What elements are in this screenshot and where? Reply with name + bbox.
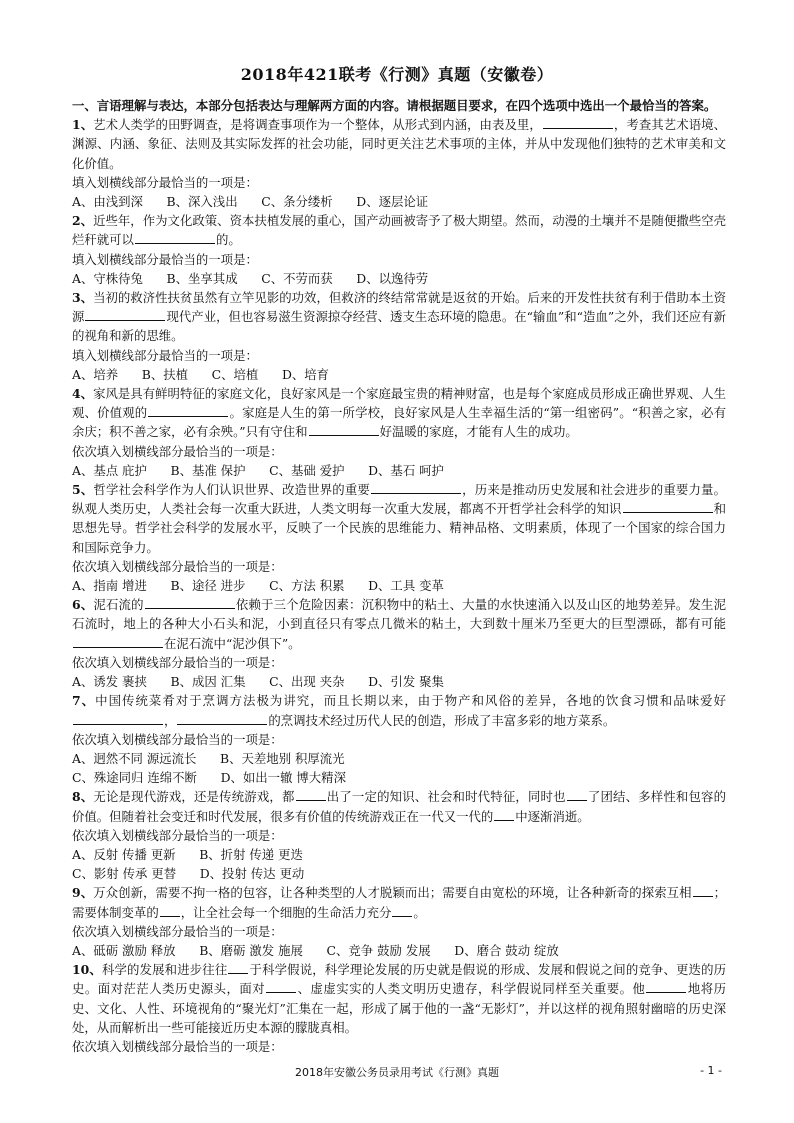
stem-text: 依赖于三个危险因素：沉积物中的粘土、大量的水快速涌入以及山区的地势差异。发生泥石流时，地上的各种大小石头和泥，小到直径只有零点几微米的粘土，大到数十厘米乃至更大的巨型漂砾，都有可能: [72, 597, 727, 632]
question-number: 9、: [72, 885, 94, 901]
stem-text: 。家庭是人生的第一所学校，良好家风是人生幸福生活的“第一组密码”。“积善之家，必有余庆；积不善之家，必有余殃。”只有守住和: [72, 405, 726, 440]
stem-text: 艺术人类学的田野调查，是将调查事项作为一个整体，从形式到内涵，由表及里，: [93, 117, 542, 133]
stem-text: 中逐渐消逝。: [515, 808, 590, 824]
answer-blank: [623, 499, 713, 513]
question-stem: [72, 883, 726, 921]
question-stem: [72, 384, 726, 442]
question-prompt: 依次填入划横线部分最恰当的一项是：: [72, 1038, 283, 1054]
answer-blank: [145, 595, 235, 609]
question-prompt: 填入划横线部分最恰当的一项是：: [72, 174, 258, 190]
stem-text: 的烹调技术经过历代人民的创造，形成了丰富多彩的地方菜系。: [268, 712, 616, 728]
answer-blank: [392, 903, 412, 917]
stem-text: 近些年，作为文化政策、资本扶植发展的重心，国产动画被寄予了极大期望。然而，动漫的土壤并不是随便撒些空壳烂秆就可以: [72, 213, 727, 248]
question-number: 2、: [72, 213, 94, 229]
page-title: 2018年421联考《行测》真题（安徽卷）: [240, 65, 554, 84]
question-prompt: 填入划横线部分最恰当的一项是：: [72, 251, 258, 267]
stem-text: ；需要体制变革的: [72, 885, 727, 920]
footer-title: 2018年安徽公务员录用考试《行测》真题: [295, 1066, 499, 1079]
stem-text: 当初的救济性扶贫虽然有立竿见影的功效，但救济的终结常常就是返贫的开始。后来的开发性扶贫有利于借助本土资源: [72, 290, 727, 325]
answer-blank: [160, 903, 180, 917]
stem-text: 和思想先导。哲学社会科学的发展水平，反映了一个民族的思维能力、精神品格、文明素质，体现了一个国家的综合国力和国际竞争力。: [72, 501, 727, 555]
stem-text: ，历来是推动历史发展和社会进步的重要力量。纵观人类历史，人类社会每一次重大跃进，人类文明每一次重大发展，都离不开哲学社会科学的知识: [72, 482, 727, 517]
stem-text: 于科学假说，科学理论发展的历史就是假说的形成、发展和假说之间的竞争、更迭的历史。面对茫茫人类历史源头，面对: [72, 962, 727, 997]
question-stem: [72, 787, 726, 825]
answer-options: A、指南 增进 B、途径 进步 C、方法 积累 D、工具 变革: [72, 578, 444, 594]
stem-text: ，让全社会每一个细胞的生命活力充分: [180, 904, 392, 920]
stem-text: 地将历史、文化、人性、环境视角的“聚光灯”汇集在一起，形成了属于他的一盏“无影灯”，并以这样的视角照射幽暗的历史深处，从而解析出一些可能接近历史本源的朦胧真相。: [72, 981, 727, 1035]
answer-blank: [543, 115, 613, 129]
answer-options: A、砥砺 激励 释放 B、磨砺 激发 施展 C、竞争 鼓励 发展 D、磨合 鼓动 绽放: [72, 942, 559, 958]
section-heading: 一、言语理解与表达，本部分包括表达与理解两方面的内容。请根据题目要求，在四个选项中选出一个最恰当的答案。: [72, 98, 717, 113]
stem-text: 现代产业，但也容易滋生资源掠夺经营、透支生态环境的隐患。在“输血”和“造血”之外，我们还应有新的视角和新的思维。: [72, 309, 726, 344]
answer-blank: [73, 711, 163, 725]
answer-blank: [177, 711, 267, 725]
stem-text: 万众创新，需要不拘一格的包容，让各种类型的人才脱颖而出；需要自由宽松的环境，让各种新奇的探索互相: [93, 885, 692, 901]
question-prompt: 依次填入划横线部分最恰当的一项是：: [72, 923, 283, 939]
stem-text: 科学的发展和进步往往: [101, 962, 228, 978]
question-number: 4、: [72, 386, 94, 402]
answer-blank: [494, 807, 514, 821]
answer-options: A、由浅到深 B、深入浅出 C、条分缕析 D、逐层论证: [72, 194, 429, 210]
answer-options: A、培养 B、扶植 C、培植 D、培育: [72, 366, 330, 382]
stem-text: 的。: [215, 232, 241, 248]
page-number: - 1 -: [700, 1064, 722, 1077]
answer-blank: [646, 979, 686, 993]
question-number: 8、: [72, 789, 94, 805]
question-stem: [72, 691, 726, 729]
question-prompt: 依次填入划横线部分最恰当的一项是：: [72, 827, 283, 843]
answer-blank: [135, 230, 215, 244]
question-stem: [72, 288, 726, 346]
answer-options: A、守株待兔 B、坐享其成 C、不劳而获 D、以逸待劳: [72, 270, 429, 286]
stem-text: 家风是具有鲜明特征的家庭文化，良好家风是一个家庭最宝贵的精神财富，也是每个家庭成员形成正确世界观、人生观、价值观的: [72, 386, 727, 421]
question-stem: [72, 960, 726, 1037]
answer-options: A、反射 传播 更新 B、折射 传递 更迭: [72, 846, 303, 862]
question-list: [72, 115, 726, 1056]
stem-text: 了团结、多样性和包容的价值。但随着社会变迁和时代发展，很多有价值的传统游戏正在一代又一代的: [72, 789, 727, 824]
question-number: 7、: [72, 693, 96, 709]
stem-text: 泥石流的: [93, 597, 144, 613]
answer-blank: [693, 883, 713, 897]
answer-blank: [371, 480, 461, 494]
stem-text: ，: [164, 712, 177, 728]
answer-options: A、迥然不同 源远流长 B、天差地别 积厚流光: [72, 750, 345, 766]
stem-text: 好温暖的家庭，才能有人生的成功。: [379, 424, 578, 440]
answer-blank: [73, 634, 163, 648]
answer-options: C、殊途同归 连绵不断 D、如出一辙 博大精深: [72, 770, 346, 786]
answer-blank: [85, 307, 165, 321]
question-prompt: 依次填入划横线部分最恰当的一项是：: [72, 731, 283, 747]
stem-text: ，考查其艺术语境、渊源、内涵、象征、法则及其实际发挥的社会功能，同时更关注艺术事项的主体，并从中发现他们独特的艺术审美和文化价值。: [72, 117, 727, 171]
answer-blank: [567, 787, 587, 801]
stem-text: 在泥石流中“泥沙俱下”。: [164, 635, 301, 651]
answer-options: A、基点 庇护 B、基准 保护 C、基础 爱护 D、基石 呵护: [72, 462, 444, 478]
stem-text: 无论是现代游戏，还是传统游戏，都: [93, 789, 295, 805]
question-number: 5、: [72, 482, 94, 498]
answer-blank: [148, 403, 228, 417]
question-stem: [72, 595, 726, 653]
answer-options: A、诱发 裹挟 B、成因 汇集 C、出现 夹杂 D、引发 聚集: [72, 674, 444, 690]
stem-text: 哲学社会科学作为人们认识世界、改造世界的重要: [93, 482, 370, 498]
question-number: 1、: [72, 117, 94, 133]
stem-text: 。: [413, 904, 426, 920]
answer-options: C、影射 传承 更替 D、投射 传达 更动: [72, 866, 305, 882]
stem-text: 中国传统菜肴对于烹调方法极为讲究，而且长期以来，由于物产和风俗的差异，各地的饮食习惯和品味爱好: [95, 693, 726, 709]
question-number: 6、: [72, 597, 94, 613]
question-number: 3、: [72, 290, 94, 306]
answer-blank: [266, 979, 296, 993]
answer-blank: [228, 960, 248, 974]
question-content: [72, 96, 726, 1056]
question-prompt: 依次填入划横线部分最恰当的一项是：: [72, 558, 283, 574]
question-prompt: 依次填入划横线部分最恰当的一项是：: [72, 654, 283, 670]
stem-text: 出了一定的知识、社会和时代特征，同时也: [326, 789, 566, 805]
stem-text: 、虚虚实实的人类文明历史遗存，科学假说同样至关重要。他: [297, 981, 646, 997]
answer-blank: [296, 787, 326, 801]
question-stem: [72, 211, 726, 249]
question-prompt: 依次填入划横线部分最恰当的一项是：: [72, 443, 283, 459]
question-prompt: 填入划横线部分最恰当的一项是：: [72, 347, 258, 363]
question-stem: [72, 115, 726, 173]
question-stem: [72, 480, 726, 557]
answer-blank: [309, 422, 379, 436]
question-number: 10、: [72, 962, 102, 978]
